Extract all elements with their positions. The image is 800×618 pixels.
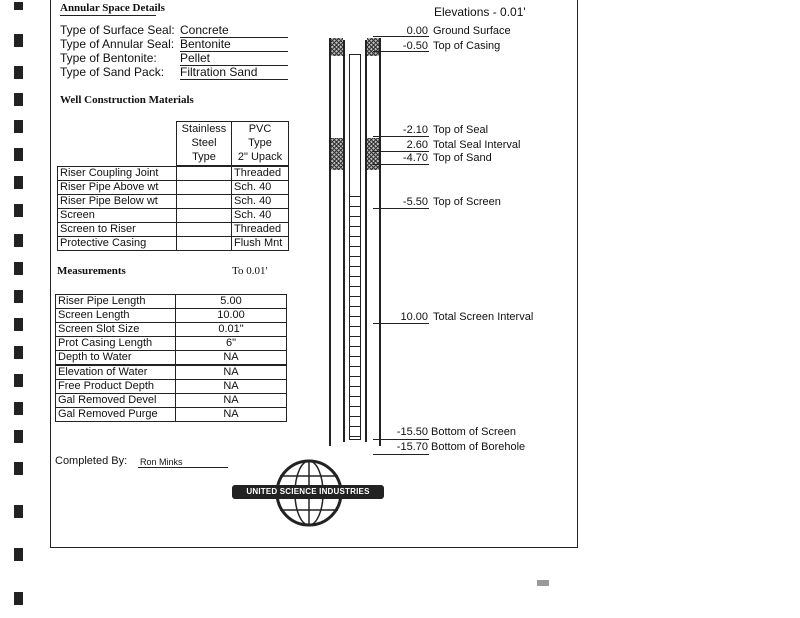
measure-value: 6": [175, 336, 287, 351]
elevation-value: -5.50: [402, 196, 428, 208]
measure-label: Depth to Water: [55, 350, 176, 365]
elevation-value: -2.10: [402, 124, 428, 136]
bentonite-label: Type of Bentonite:: [60, 51, 157, 65]
materials-row-stainless: [176, 236, 232, 251]
company-logo: [230, 458, 388, 528]
measure-label: Screen Length: [55, 308, 176, 323]
materials-row-label: Screen to Riser: [57, 222, 177, 237]
tick: [373, 323, 429, 324]
binder-mark: [14, 204, 23, 217]
measure-label: Riser Pipe Length: [55, 294, 176, 309]
annular-seal-value: Bentonite: [180, 37, 288, 52]
header-line: Type: [192, 151, 216, 163]
measurements-precision: To 0.01': [232, 265, 268, 277]
materials-row-pvc: Sch. 40: [231, 194, 289, 209]
measure-label: Gal Removed Devel: [55, 393, 176, 408]
materials-row-label: Riser Pipe Above wt: [57, 180, 177, 195]
elevation-label: Top of Seal: [433, 124, 489, 136]
measure-label: Free Product Depth: [55, 379, 176, 394]
elevation-label: Top of Casing: [433, 40, 501, 52]
binder-mark: [14, 318, 23, 331]
elevation-value: -4.70: [402, 152, 428, 164]
elevation-value: -15.50: [396, 426, 428, 438]
bentonite-value: Pellet: [180, 51, 288, 66]
elevation-label: Total Screen Interval: [433, 311, 534, 323]
header-line: Stainless: [181, 123, 227, 135]
elevation-label: Top of Screen: [433, 196, 501, 208]
completed-by-name: Ron Minks: [138, 457, 228, 468]
measure-label: Prot Casing Length: [55, 336, 176, 351]
materials-row-stainless: [176, 194, 232, 209]
elevation-value: 2.60: [406, 139, 428, 151]
elevation-label: Top of Sand: [433, 152, 492, 164]
binder-mark: [14, 430, 23, 443]
elevation-label: Total Seal Interval: [433, 139, 521, 151]
materials-row-stainless: [176, 166, 232, 181]
pvc-column-header: [231, 121, 289, 166]
measure-value: NA: [175, 365, 287, 380]
measure-value: NA: [175, 407, 287, 422]
binder-mark: [14, 2, 23, 10]
tick: [373, 208, 429, 209]
tick: [373, 136, 429, 137]
elevation-label: Bottom of Borehole: [431, 441, 526, 453]
binder-mark: [14, 290, 23, 303]
measure-value: 5.00: [175, 294, 287, 309]
measure-label: Screen Slot Size: [55, 322, 176, 337]
materials-row-label: Protective Casing: [57, 236, 177, 251]
elevation-label: Ground Surface: [433, 25, 511, 37]
measure-label: Gal Removed Purge: [55, 407, 176, 422]
binder-mark: [14, 234, 23, 247]
elevation-value: -0.50: [402, 40, 428, 52]
tick: [373, 164, 429, 165]
sand-pack-label: Type of Sand Pack:: [60, 65, 165, 79]
logo-text: UNITED SCIENCE INDUSTRIES: [246, 487, 370, 496]
materials-row-pvc: Threaded: [231, 222, 289, 237]
materials-row-pvc: Sch. 40: [231, 208, 289, 223]
binder-mark: [14, 66, 23, 79]
annular-section-title: Annular Space Details: [60, 2, 165, 14]
materials-row-label: Riser Coupling Joint: [57, 166, 177, 181]
stainless-column-header: [176, 121, 232, 166]
materials-row-label: Screen: [57, 208, 177, 223]
measure-value: NA: [175, 393, 287, 408]
materials-row-pvc: Sch. 40: [231, 180, 289, 195]
materials-row-stainless: [176, 222, 232, 237]
measure-value: NA: [175, 379, 287, 394]
binder-mark: [14, 34, 23, 47]
binder-mark: [14, 93, 23, 106]
scan-speck: [537, 580, 549, 586]
tick: [373, 439, 429, 440]
measurements-title: Measurements: [57, 265, 126, 277]
tick: [373, 454, 429, 455]
completed-by-label: Completed By:: [55, 455, 128, 467]
binder-mark: [14, 176, 23, 189]
elevation-value: 0.00: [406, 25, 428, 37]
elevation-value: -15.70: [396, 441, 428, 453]
annular-seal-label: Type of Annular Seal:: [60, 37, 175, 51]
measure-value: NA: [175, 350, 287, 365]
materials-row-stainless: [176, 180, 232, 195]
binder-mark: [14, 346, 23, 359]
materials-row-label: Riser Pipe Below wt: [57, 194, 177, 209]
binder-mark: [14, 505, 23, 518]
measure-value: 0.01": [175, 322, 287, 337]
binder-mark: [14, 402, 23, 415]
binder-mark: [14, 374, 23, 387]
measure-value: 10.00: [175, 308, 287, 323]
binder-mark: [14, 148, 23, 161]
binder-mark: [14, 262, 23, 275]
materials-row-pvc: Threaded: [231, 166, 289, 181]
elevation-value: 10.00: [400, 311, 428, 323]
elevation-label: Bottom of Screen: [431, 426, 516, 438]
surface-seal-label: Type of Surface Seal:: [60, 23, 175, 37]
binder-mark: [14, 592, 23, 605]
well-screen: [349, 196, 361, 440]
header-line: Steel: [191, 137, 217, 149]
surface-seal-value: Concrete: [180, 23, 288, 38]
binder-mark: [14, 462, 23, 475]
binder-mark: [14, 120, 23, 133]
elevations-label: Elevations - 0.01': [434, 5, 526, 19]
header-line: PVC: [248, 123, 272, 135]
measure-label: Elevation of Water: [55, 365, 176, 380]
header-line: Type: [248, 137, 272, 149]
sand-pack-value: Filtration Sand: [180, 65, 288, 80]
binder-mark: [14, 548, 23, 561]
header-line: 2" Upack: [237, 151, 283, 163]
title-underline: [60, 15, 156, 16]
materials-row-pvc: Flush Mnt: [231, 236, 289, 251]
materials-row-stainless: [176, 208, 232, 223]
materials-title: Well Construction Materials: [60, 94, 194, 106]
